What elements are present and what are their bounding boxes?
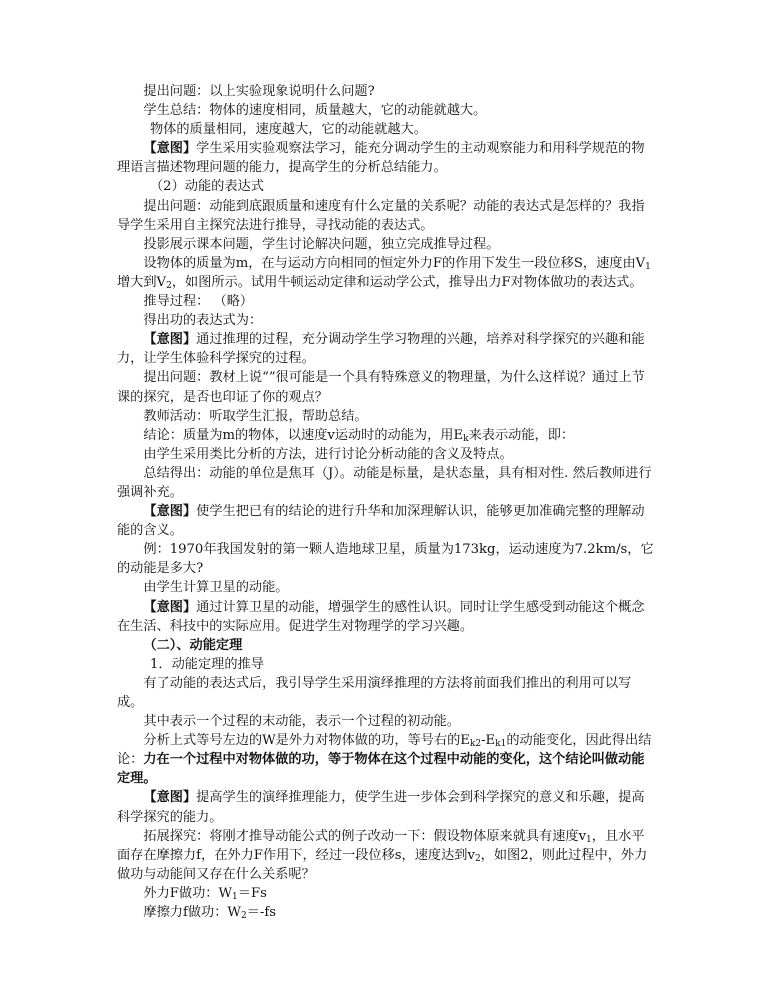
- intent-tag: 【意图】: [143, 790, 197, 806]
- paragraph-student-calc: 由学生计算卫星的动能。: [143, 580, 289, 596]
- paragraph-derivation: 推导过程： （略）: [143, 294, 254, 310]
- paragraph-question-1: 提出问题：以上实验现象说明什么问题?: [143, 84, 375, 99]
- intent-text: 学生采用实验观察法学习，能充分调动学生的主动观察能力和用科学规范的物理语言描述物理问题的能力，提高学生的分析总结能力。: [117, 141, 645, 176]
- theorem-bold-text: 力在一个过程中对物体做的功，等于物体在这个过程中动能的变化，这个结论叫做动能定理。: [117, 752, 645, 787]
- intent-text: 使学生把已有的结论的进行升华和加深理解认识，能够更加准确完整的理解动能的含义。: [117, 504, 645, 539]
- paragraph-analogy: 由学生采用类比分析的方法，进行讨论分析动能的含义及特点。: [143, 446, 513, 462]
- paragraph-question-3: 提出问题：教材上说“”很可能是一个具有特殊意义的物理量，为什么这样说？通过上节课的探究，是否也印证了你的观点？: [117, 370, 645, 405]
- intent-text: 通过推理的过程，充分调动学生学习物理的兴趣，培养对科学探究的兴趣和能力，让学生体验科学探究的过程。: [117, 332, 645, 367]
- paragraph-projection: 投影展示课本问题，学生讨论解决问题，独立完成推导过程。: [143, 236, 500, 252]
- section-heading-theorem: （二）、动能定理: [143, 637, 243, 653]
- text-segment: ，如图2，则此过程中，外力做功与动能间又存在什么关系呢？: [117, 847, 648, 882]
- subscript: k: [463, 433, 469, 444]
- subscript: 1: [586, 834, 592, 845]
- paragraph-friction-work: [117, 903, 657, 922]
- text-segment: 外力F做功：W: [143, 885, 233, 901]
- intent-tag: 【意图】: [143, 504, 197, 520]
- text-segment: ，如图所示。试用牛顿运动定律和运动学公式，推导出力F对物体做功的表达式。: [171, 274, 643, 290]
- subsection-heading-derivation: 1．动能定理的推导: [150, 656, 264, 672]
- paragraph-intent-4: [117, 598, 657, 636]
- text-segment: 分析上式等号左边的W是外力对物体做的功，等号右的E: [143, 733, 470, 749]
- text-segment: ＝Fs: [237, 885, 267, 901]
- subscript: k2: [469, 739, 482, 750]
- text-segment: 增大到V: [117, 274, 167, 290]
- subscript: 2: [240, 911, 247, 922]
- paragraph-setup: [117, 254, 657, 292]
- paragraph-example: 例：1970年我国发射的第一颗人造地球卫星，质量为173kg，运动速度为7.2km/s，它的动能是多大?: [117, 542, 654, 577]
- paragraph-summary-unit: 总结得出：动能的单位是焦耳（J）。动能是标量，是状态量，具有相对性. 然后教师进行强调补充。: [117, 465, 652, 500]
- paragraph-deduction: 有了动能的表达式后，我引导学生采用演绎推理的方法将前面我们推出的利用可以写成。: [117, 675, 632, 710]
- intent-tag: 【意图】: [143, 332, 197, 348]
- text-segment: 拓展探究：将刚才推导动能公式的例子改动一下：假设物体原来就具有速度v: [143, 828, 587, 844]
- text-segment: ＝-fs: [246, 905, 276, 921]
- intent-text: 通过计算卫星的动能，增强学生的感性认识。同时让学生感受到动能这个概念在生活、科技中的实际应用。促进学生对物理学的学习兴趣。: [117, 599, 645, 634]
- text-segment: 设物体的质量为m，在与运动方向相同的恒定外力F的作用下发生一段位移S，速度由V: [143, 255, 646, 271]
- paragraph-intent-3: [117, 502, 657, 540]
- paragraph-external-work: [117, 884, 657, 903]
- subscript: 2: [166, 280, 172, 291]
- subscript: k1: [495, 739, 507, 750]
- subscript: 2: [474, 853, 481, 864]
- paragraph-summary-2: 物体的质量相同，速度越大，它的动能就越大。: [150, 122, 427, 138]
- text-segment: 结论：质量为m的物体，以速度v运动时的动能为，用E: [143, 427, 464, 443]
- paragraph-teacher-activity: 教师活动：听取学生汇报，帮助总结。: [143, 408, 368, 424]
- text-segment: 的动能变化，因此得出结论：: [117, 733, 652, 768]
- paragraph-extension: [117, 827, 657, 884]
- intent-text: 提高学生的演绎推理能力，使学生进一步体会到科学探究的意义和乐趣，提高科学探究的能力。: [117, 790, 645, 825]
- paragraph-question-2: 提出问题：动能到底跟质量和速度有什么定量的关系呢？动能的表达式是怎样的？我指导学生采用自主探究法进行推导，寻找动能的表达式。: [117, 198, 645, 233]
- document-body: [117, 82, 657, 922]
- paragraph-kinetic-terms: 其中表示一个过程的末动能，表示一个过程的初动能。: [143, 714, 460, 730]
- subscript: 1: [645, 261, 651, 272]
- intent-tag: 【意图】: [143, 599, 197, 615]
- section-heading-expression: （2）动能的表达式: [150, 179, 264, 195]
- paragraph-theorem-statement: [117, 731, 657, 788]
- paragraph-work-expression: 得出功的表达式为：: [143, 313, 263, 329]
- paragraph-intent-5: [117, 788, 657, 826]
- subscript: 1: [232, 891, 238, 902]
- paragraph-intent-2: [117, 330, 657, 368]
- paragraph-student-summary: 学生总结：物体的速度相同，质量越大，它的动能就越大。: [143, 103, 487, 119]
- paragraph-intent-1: [117, 139, 657, 177]
- text-segment: 来表示动能，即：: [468, 427, 575, 443]
- text-segment: ，且水平面存在摩擦力f，在外力F作用下，经过一段位移s，速度达到v: [117, 828, 645, 863]
- intent-tag: 【意图】: [143, 141, 197, 157]
- text-segment: 摩擦力f做功：W: [143, 905, 241, 921]
- text-segment: -E: [481, 733, 496, 749]
- paragraph-conclusion: [117, 426, 657, 445]
